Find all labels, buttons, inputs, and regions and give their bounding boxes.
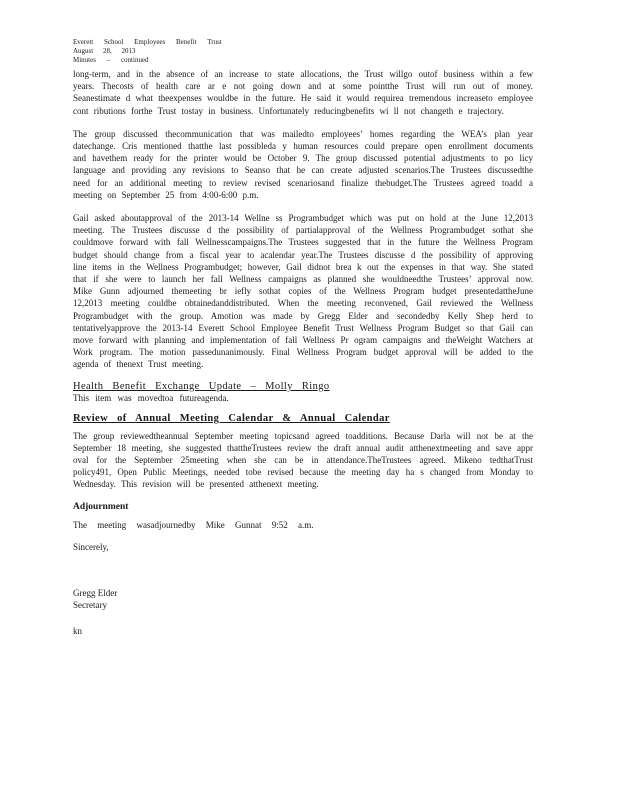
header-date: August 28, 2013 <box>73 47 136 55</box>
section-body-hbe: This item was movedtoa futureagenda. <box>73 392 229 403</box>
signer-name: Gregg Elder <box>73 587 118 598</box>
signer-title: Secretary <box>73 599 107 610</box>
paragraph-communication: The group discussed thecommunication that was mailedto employees’ homes regarding the WEA’s plan year datechange. Cris mentioned thatthe last possibleda y human resources could prepare open enrollment documents and havethem ready for the printer would be October 9. The group discussed potential adjustments to po licy language and providing any revisions to Seanso that he can create adjusted scenarios.The Trustees discussedthe need for an additional meeting to review revised scenariosand finalize thebudget.The Trustees agreed toadd a meeting on September 25 from 4:00-6:00 p.m. <box>73 128 533 200</box>
section-heading-calendar: Review of Annual Meeting Calendar & Annual Calendar <box>73 412 390 424</box>
section-body-adjournment: The meeting wasadjournedby Mike Gunnat 9:52 a.m. <box>73 519 314 530</box>
document-page <box>73 38 533 637</box>
section-heading-adjournment: Adjournment <box>73 501 129 512</box>
section-heading-hbe: Health Benefit Exchange Update – Molly Ringo <box>73 380 330 392</box>
paragraph-wellness-budget: Gail asked aboutapproval of the 2013-14 Wellne ss Programbudget which was put on hold at the June 12,2013 meeting. The Trustees discusse d the possibility of partialapproval of the Wellness Programbudget sothat she couldmove forward with fall Wellnesscampaigns.The Trustees suggested that in the future the Wellness Program budget should change from a fiscal year to acalendar year.The Trustees discusse d the possibility of approving line items in the Wellness Programbudget; however, Gail didnot brea k out the expenses in that way. She stated that if she were to launch her fall Wellness campaigns as planned she wouldneedthe Trustees’ approval now. Mike Gunn adjourned themeeting br iefly sothat copies of the Wellness Program budget presentedattheJune 12,2013 meeting couldbe obtainedanddistributed. When the meeting reconvened, Gail reviewed the Wellness Programbudget with the group. Amotion was made by Gregg Elder and secondedby Kelly Shep herd to tentativelyapprove the 2013-14 Everett School Employee Benefit Trust Wellness Program Budget so that Gail can move forward with planning and implementation of fall Wellness Pr ogram campaigns and theWeight Watchers at Work program. The motion passedunanimously. Final Wellness Program budget approval will be added to the agenda of thenext Trust meeting. <box>73 213 533 370</box>
closing-salutation: Sincerely, <box>73 541 109 552</box>
typist-initials: kn <box>73 625 82 636</box>
running-header <box>73 38 533 65</box>
section-body-calendar: The group reviewedtheannual September meeting topicsand agreed toadditions. Because Darla will not be at the September 18 meeting, she suggested thattheTrustees review the draft annual audit atthenextmeeting and save appr oval for the September 25meeting when she can be in attendance.TheTrustees agreed. Mikeno tedthatTrust policy491, Open Public Meetings, needed tobe revised because the meeting day ha s changed from Monday to Wednesday. This revision will be presented atthenext meeting. <box>73 430 533 490</box>
paragraph-long-term: long-term, and in the absence of an increase to state allocations, the Trust willgo outof business within a few years. Thecosts of health care ar e not going down and at some pointthe Trust will run out of money. Seanestimate d what theexpenses wouldbe in the future. He said it would requirea tremendous increaseto employee cont ributions forthe Trust tostay in business. Unfortunately reducingbenefits wi ll not changeth e trajectory. <box>73 69 533 116</box>
header-minutes: Minutes – continued <box>73 56 149 64</box>
header-org: Everett School Employees Benefit Trust <box>73 38 222 46</box>
